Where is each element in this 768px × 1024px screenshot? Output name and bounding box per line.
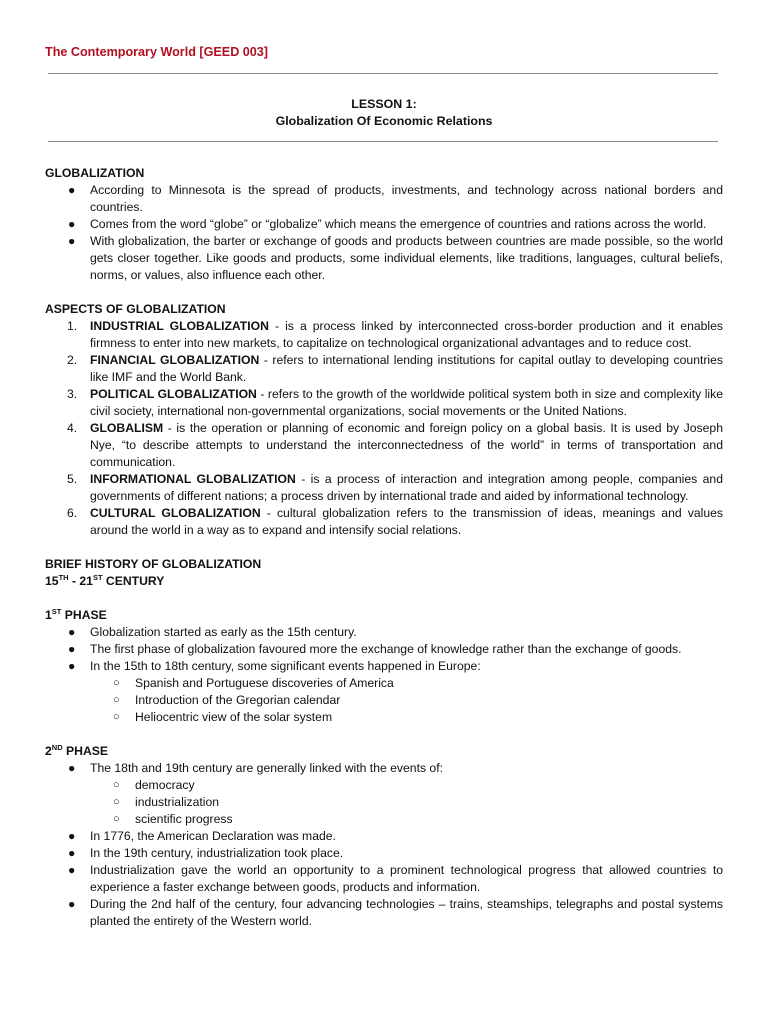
sub-bullet-marker: ○ [113,711,120,723]
numbered-item: 6. CULTURAL GLOBALIZATION - cultural globalization refers to the transmission of ideas, meanings and values around the world in a way as to expand and intensify social relations. [67,506,723,537]
document-body [45,165,723,930]
section-heading-aspects: ASPECTS OF GLOBALIZATION [45,302,226,316]
sub-list-item: ○ democracy [113,778,195,792]
sub-list-item: ○ industrialization [113,795,220,809]
list-item: ● Industrialization gave the world an opportunity to a prominent technological progress that allowed countries to experience a faster exchange between goods, products and information. [68,863,723,894]
sub-bullet-marker: ○ [113,694,120,706]
bullet-marker: ● [68,642,76,656]
bullet-marker: ● [68,761,76,775]
bullet-marker: ● [68,829,76,843]
bullet-marker: ● [68,846,76,860]
numbered-item: 2. FINANCIAL GLOBALIZATION - refers to international lending institutions for capital outlay to developing countries like IMF and the World Bank. [67,353,723,384]
list-item: ● In the 15th to 18th century, some significant events happened in Europe: [68,659,481,673]
sub-bullet-marker: ○ [113,677,120,689]
list-item: ● In 1776, the American Declaration was made. [68,829,336,843]
bullet-marker: ● [68,217,76,231]
sub-bullet-marker: ○ [113,779,120,791]
sub-list-item: ○ Introduction of the Gregorian calendar [113,693,341,707]
list-item: ● During the 2nd half of the century, four advancing technologies – trains, steamships, telegraphs and postal systems planted the entirety of the Western world. [68,897,723,928]
course-title: The Contemporary World [GEED 003] [45,45,268,59]
list-item: ● The 18th and 19th century are generally linked with the events of: [68,761,443,775]
list-item: ● Globalization started as early as the 15th century. [68,625,357,639]
header-divider [48,73,718,74]
sub-list-item: ○ Spanish and Portuguese discoveries of America [113,676,394,690]
numbered-item: 5. INFORMATIONAL GLOBALIZATION - is a process of interaction and integration among people, companies and governments of different nations; a process driven by international trade and aided by informational technology. [67,472,723,503]
sub-bullet-marker: ○ [113,796,120,808]
lesson-title: Globalization Of Economic Relations [275,114,493,128]
phase-2-heading: 2ND PHASE [45,742,109,758]
phase-1-heading: 1ST PHASE [45,606,107,622]
list-item: ● Comes from the word “globe” or “globalize” which means the emergence of countries and rations across the world. [68,217,707,231]
bullet-marker: ● [68,183,76,197]
lesson-number: LESSON 1: [351,97,417,111]
title-divider [48,141,718,142]
history-century-range: 15TH - 21ST CENTURY [45,572,165,588]
sub-bullet-marker: ○ [113,813,120,825]
list-item: ● The first phase of globalization favoured more the exchange of knowledge rather than the exchange of goods. [68,642,682,656]
sub-list-item: ○ Heliocentric view of the solar system [113,710,333,724]
list-item: ● With globalization, the barter or exchange of goods and products between countries are made possible, so the world gets closer together. Like goods and products, some individual elements, like traditions, languages, cultural beliefs, norms, or values, also influence each other. [68,234,723,282]
numbered-item: 3. POLITICAL GLOBALIZATION - refers to the growth of the worldwide political system both in size and complexity like civil society, international non-governmental organizations, social movements or the United Nations. [67,387,724,418]
bullet-marker: ● [68,659,76,673]
numbered-item: 4. GLOBALISM - is the operation or planning of economic and foreign policy on a global basis. It is used by Joseph Nye, “to describe attempts to understand the interconnectedness of the world” in terms of transportation and communication. [67,421,723,469]
bullet-marker: ● [68,625,76,639]
bullet-marker: ● [68,234,76,248]
bullet-marker: ● [68,897,76,911]
list-item: ● In the 19th century, industrialization took place. [68,846,344,860]
sub-list-item: ○ scientific progress [113,812,233,826]
numbered-item: 1. INDUSTRIAL GLOBALIZATION - is a process linked by interconnected cross-border production and it enables firmness to enter into new markets, to capitalize on technological organizational advantages and to reduce cost. [67,319,723,350]
section-heading-history: BRIEF HISTORY OF GLOBALIZATION [45,557,262,571]
section-heading-globalization: GLOBALIZATION [45,166,145,180]
bullet-marker: ● [68,863,76,877]
list-item: ● According to Minnesota is the spread of products, investments, and technology across national borders and countries. [68,183,723,214]
